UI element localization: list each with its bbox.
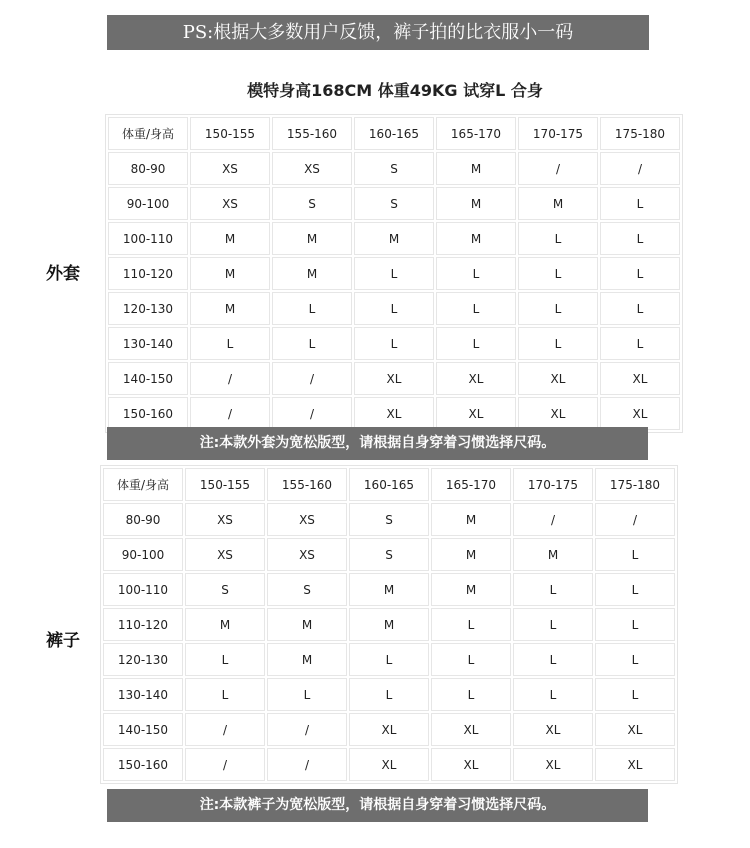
size-cell: XL (354, 397, 434, 430)
size-cell: M (431, 573, 511, 606)
size-cell: L (185, 643, 265, 676)
pants-size-table (101, 466, 677, 783)
size-cell: L (518, 292, 598, 325)
size-cell: L (354, 257, 434, 290)
size-cell: M (272, 257, 352, 290)
table-row (103, 573, 675, 606)
height-range-header-cell: 160-165 (349, 468, 429, 501)
table-header-row (103, 468, 675, 501)
weight-range-cell: 100-110 (108, 222, 188, 255)
size-cell: M (190, 257, 270, 290)
table-row (108, 362, 680, 395)
size-cell: S (349, 503, 429, 536)
size-cell: XL (513, 713, 593, 746)
table-row (108, 187, 680, 220)
size-cell: / (272, 362, 352, 395)
size-cell: L (595, 538, 675, 571)
size-cell: L (272, 292, 352, 325)
size-cell: L (267, 678, 347, 711)
model-info: 模特身高168CM 体重49KG 试穿L 合身 (247, 81, 543, 100)
size-cell: XL (600, 362, 680, 395)
size-cell: XS (267, 538, 347, 571)
weight-range-cell: 120-130 (108, 292, 188, 325)
size-cell: L (513, 643, 593, 676)
size-cell: M (267, 643, 347, 676)
height-range-header-cell: 155-160 (267, 468, 347, 501)
size-cell: XS (190, 187, 270, 220)
height-range-header-cell: 165-170 (436, 117, 516, 150)
weight-height-header-cell: 体重/身高 (108, 117, 188, 150)
size-cell: M (190, 292, 270, 325)
size-cell: XL (349, 748, 429, 781)
ps-feedback-banner: PS:根据大多数用户反馈，裤子拍的比衣服小一码 (107, 15, 649, 50)
height-range-header-cell: 165-170 (431, 468, 511, 501)
size-cell: L (431, 643, 511, 676)
size-cell: / (185, 713, 265, 746)
size-cell: XL (354, 362, 434, 395)
weight-range-cell: 150-160 (108, 397, 188, 430)
table-row (103, 608, 675, 641)
weight-range-cell: 80-90 (103, 503, 183, 536)
jacket-fit-note: 注:本款外套为宽松版型，请根据自身穿着习惯选择尺码。 (107, 427, 648, 460)
size-cell: L (518, 327, 598, 360)
size-cell: S (349, 538, 429, 571)
size-cell: M (185, 608, 265, 641)
weight-range-cell: 120-130 (103, 643, 183, 676)
size-cell: XL (431, 713, 511, 746)
size-cell: L (518, 222, 598, 255)
size-cell: M (190, 222, 270, 255)
size-cell: S (272, 187, 352, 220)
weight-range-cell: 130-140 (108, 327, 188, 360)
table-row (108, 222, 680, 255)
size-cell: L (595, 643, 675, 676)
size-cell: XL (431, 748, 511, 781)
weight-range-cell: 80-90 (108, 152, 188, 185)
size-cell: L (185, 678, 265, 711)
size-cell: L (595, 573, 675, 606)
table-row (108, 327, 680, 360)
weight-range-cell: 110-120 (108, 257, 188, 290)
size-cell: L (513, 573, 593, 606)
size-cell: S (354, 152, 434, 185)
size-cell: L (354, 292, 434, 325)
size-cell: / (267, 748, 347, 781)
size-cell: / (595, 503, 675, 536)
table-row (103, 713, 675, 746)
size-cell: M (349, 608, 429, 641)
table-row (103, 503, 675, 536)
size-cell: / (185, 748, 265, 781)
size-cell: XS (272, 152, 352, 185)
table-row (103, 678, 675, 711)
height-range-header-cell: 175-180 (600, 117, 680, 150)
weight-range-cell: 140-150 (108, 362, 188, 395)
weight-range-cell: 140-150 (103, 713, 183, 746)
size-cell: XL (518, 362, 598, 395)
size-cell: M (272, 222, 352, 255)
table-row (103, 538, 675, 571)
height-range-header-cell: 170-175 (513, 468, 593, 501)
weight-range-cell: 100-110 (103, 573, 183, 606)
size-cell: S (267, 573, 347, 606)
size-cell: L (595, 608, 675, 641)
size-cell: L (513, 608, 593, 641)
size-cell: XL (349, 713, 429, 746)
size-cell: L (349, 643, 429, 676)
height-range-header-cell: 160-165 (354, 117, 434, 150)
size-cell: XS (190, 152, 270, 185)
size-cell: L (600, 257, 680, 290)
height-range-header-cell: 175-180 (595, 468, 675, 501)
size-cell: M (436, 152, 516, 185)
size-cell: XL (600, 397, 680, 430)
table-row (103, 748, 675, 781)
pants-section-label: 裤子 (46, 631, 80, 651)
size-cell: L (349, 678, 429, 711)
size-cell: L (600, 292, 680, 325)
size-cell: L (436, 257, 516, 290)
size-cell: L (600, 222, 680, 255)
size-cell: L (431, 608, 511, 641)
size-cell: L (513, 678, 593, 711)
size-cell: M (436, 222, 516, 255)
table-row (108, 257, 680, 290)
size-cell: XL (436, 362, 516, 395)
size-cell: / (267, 713, 347, 746)
weight-range-cell: 150-160 (103, 748, 183, 781)
size-cell: M (431, 503, 511, 536)
size-cell: XL (513, 748, 593, 781)
size-cell: M (431, 538, 511, 571)
size-cell: M (513, 538, 593, 571)
size-cell: M (267, 608, 347, 641)
size-cell: XL (436, 397, 516, 430)
size-cell: / (518, 152, 598, 185)
height-range-header-cell: 170-175 (518, 117, 598, 150)
pants-fit-note: 注:本款裤子为宽松版型，请根据自身穿着习惯选择尺码。 (107, 789, 648, 822)
weight-range-cell: 90-100 (103, 538, 183, 571)
size-cell: XL (595, 748, 675, 781)
size-cell: XL (595, 713, 675, 746)
size-cell: L (518, 257, 598, 290)
table-row (103, 643, 675, 676)
size-cell: L (600, 187, 680, 220)
size-cell: L (190, 327, 270, 360)
weight-height-header-cell: 体重/身高 (103, 468, 183, 501)
size-cell: L (272, 327, 352, 360)
weight-range-cell: 110-120 (103, 608, 183, 641)
size-cell: M (354, 222, 434, 255)
size-cell: / (190, 362, 270, 395)
table-row (108, 292, 680, 325)
size-cell: / (600, 152, 680, 185)
size-cell: XS (185, 538, 265, 571)
weight-range-cell: 130-140 (103, 678, 183, 711)
size-cell: S (354, 187, 434, 220)
size-cell: L (436, 327, 516, 360)
size-cell: / (272, 397, 352, 430)
height-range-header-cell: 150-155 (190, 117, 270, 150)
weight-range-cell: 90-100 (108, 187, 188, 220)
size-cell: S (185, 573, 265, 606)
size-cell: XS (267, 503, 347, 536)
size-cell: M (436, 187, 516, 220)
height-range-header-cell: 150-155 (185, 468, 265, 501)
jacket-section-label: 外套 (46, 264, 80, 284)
size-cell: M (518, 187, 598, 220)
table-row (108, 397, 680, 430)
table-header-row (108, 117, 680, 150)
size-cell: L (431, 678, 511, 711)
size-cell: L (436, 292, 516, 325)
size-cell: XS (185, 503, 265, 536)
size-cell: XL (518, 397, 598, 430)
jacket-size-table (106, 115, 682, 432)
size-cell: L (354, 327, 434, 360)
table-row (108, 152, 680, 185)
size-cell: L (600, 327, 680, 360)
size-cell: M (349, 573, 429, 606)
size-cell: / (190, 397, 270, 430)
size-cell: L (595, 678, 675, 711)
height-range-header-cell: 155-160 (272, 117, 352, 150)
size-cell: / (513, 503, 593, 536)
